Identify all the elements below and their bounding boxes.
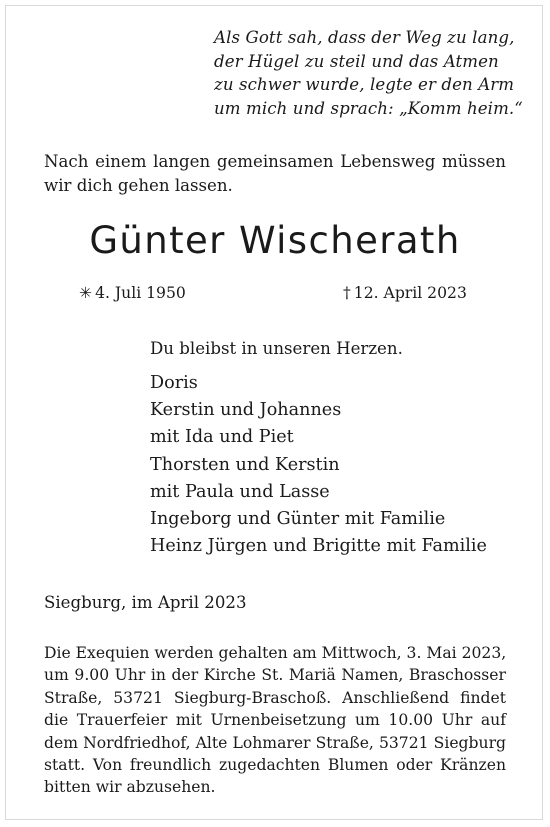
mourner-entry: mit Ida und Piet xyxy=(150,427,294,448)
intro-line: Nach einem langen gemeinsamen Lebensweg müssen xyxy=(44,152,506,171)
funeral-line: Straße, 53721 Siegburg-Braschoß. Anschließend findet xyxy=(44,688,506,707)
death-cross-icon: † xyxy=(343,284,351,302)
deceased-name: Günter Wischerath xyxy=(89,219,461,262)
poem xyxy=(214,26,523,120)
birth-date xyxy=(79,282,186,304)
funeral-line: um 9.00 Uhr in der Kirche St. Mariä Namen, Braschosser xyxy=(44,666,506,685)
death-date xyxy=(343,282,467,304)
mourner-entry: Kerstin und Johannes xyxy=(150,400,342,421)
funeral-line: die Trauerfeier mit Urnenbeisetzung um 10.00 Uhr auf xyxy=(44,711,506,730)
funeral-info xyxy=(44,642,506,799)
mourner-entry: Doris xyxy=(150,373,198,393)
funeral-line: statt. Von freundlich zugedachten Blumen oder Kränzen xyxy=(44,756,506,775)
death-date-text: 12. April 2023 xyxy=(353,284,467,302)
mourner-entry: Thorsten und Kerstin xyxy=(150,454,340,475)
funeral-line: dem Nordfriedhof, Alte Lohmarer Straße, 53721 Siegburg xyxy=(44,733,506,752)
funeral-line: bitten wir abzusehen. xyxy=(44,778,216,797)
mourner-entry: mit Paula und Lasse xyxy=(150,481,330,502)
intro-line: wir dich gehen lassen. xyxy=(44,176,233,195)
mourner-entry: Ingeborg und Günter mit Familie xyxy=(150,509,446,530)
poem-line: der Hügel zu steil und das Atmen xyxy=(214,51,499,71)
poem-line: Als Gott sah, dass der Weg zu lang, xyxy=(214,28,515,47)
tagline: Du bleibst in unseren Herzen. xyxy=(150,339,403,358)
birth-star-icon: ✳ xyxy=(79,284,93,302)
mourner-entry: Heinz Jürgen und Brigitte mit Familie xyxy=(150,536,487,557)
birth-date-text: 4. Juli 1950 xyxy=(95,284,186,302)
poem-line: zu schwer wurde, legte er den Arm xyxy=(214,75,515,95)
funeral-line: Die Exequien werden gehalten am Mittwoch, 3. Mai 2023, xyxy=(44,644,507,662)
intro-text xyxy=(44,150,506,198)
poem-line: um mich und sprach: „Komm heim.“ xyxy=(214,98,523,118)
mourners-list xyxy=(150,370,487,560)
place-date: Siegburg, im April 2023 xyxy=(44,593,247,612)
